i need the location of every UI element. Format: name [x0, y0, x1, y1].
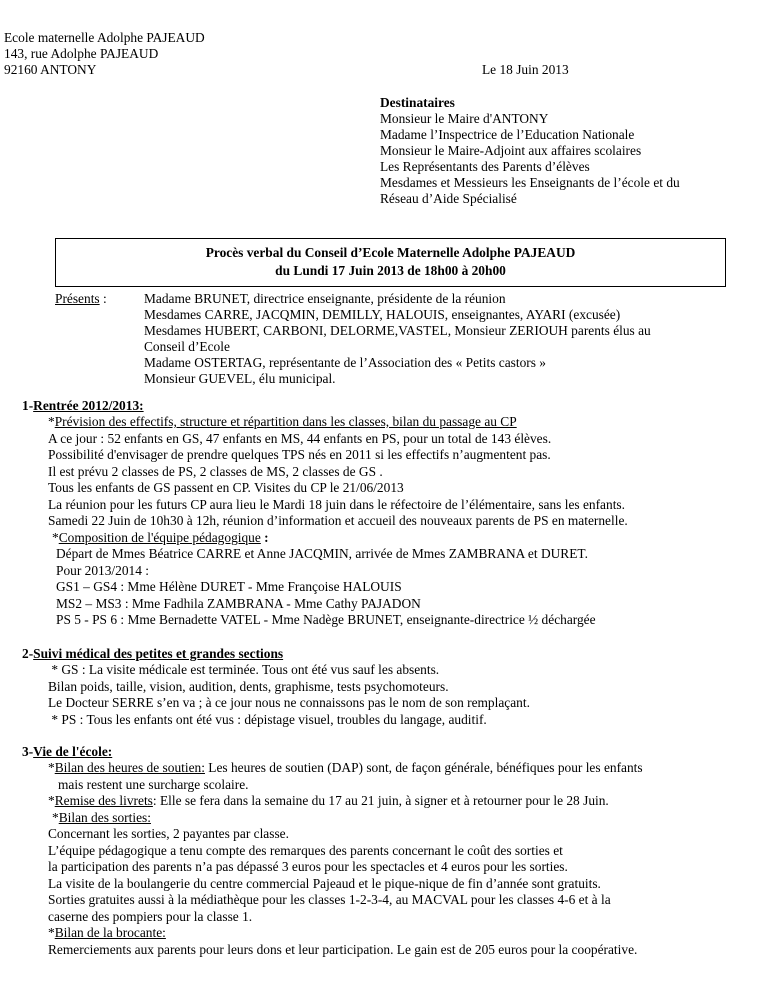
recipient-line: Madame l’Inspectrice de l’Education Nationale — [380, 127, 635, 142]
attendees-label: Présents : — [55, 291, 107, 306]
section-2-line: Bilan poids, taille, vision, audition, dents, graphisme, tests psychomoteurs. — [48, 679, 449, 694]
section-2-line: * GS : La visite médicale est terminée. Tous ont été vus sauf les absents. — [48, 662, 440, 677]
recipient-line: Mesdames et Messieurs les Enseignants de l’école et du — [380, 175, 680, 190]
section-3-line: la participation des parents n’a pas dépassé 3 euros pour les spectacles et 4 euros pour les sorties. — [48, 859, 568, 874]
section-1-sub-1: *Prévision des effectifs, structure et répartition dans les classes, bilan du passage au CP — [48, 414, 517, 429]
attendee-line: Mesdames HUBERT, CARBONI, DELORME,VASTEL, Monsieur ZERIOUH parents élus au — [144, 323, 651, 338]
title-line-1: Procès verbal du Conseil d’Ecole Maternelle Adolphe PAJEAUD — [205, 245, 576, 260]
title-box — [55, 238, 726, 287]
recipient-line: Réseau d’Aide Spécialisé — [380, 191, 517, 206]
section-1-line: Possibilité d'envisager de prendre quelques TPS nés en 2011 si les effectifs n’augmentent pas. — [48, 447, 551, 462]
recipients-title: Destinataires — [380, 95, 455, 110]
section-3-line: Sorties gratuites aussi à la médiathèque pour les classes 1-2-3-4, au MACVAL pour les classes 4-6 et à la — [48, 892, 611, 907]
recipient-line: Monsieur le Maire-Adjoint aux affaires scolaires — [380, 143, 642, 158]
recipient-line: Monsieur le Maire d'ANTONY — [380, 111, 549, 126]
attendee-line: Madame OSTERTAG, représentante de l’Association des « Petits castors » — [144, 355, 546, 370]
section-1-line: La réunion pour les futurs CP aura lieu le Mardi 18 juin dans le réfectoire de l’élémentaire, sans les enfants. — [48, 497, 625, 512]
section-3-line: Concernant les sorties, 2 payantes par classe. — [48, 826, 289, 841]
attendee-line: Madame BRUNET, directrice enseignante, présidente de la réunion — [144, 291, 506, 306]
section-1-line: Tous les enfants de GS passent en CP. Visites du CP le 21/06/2013 — [48, 480, 404, 495]
section-3-line: mais restent une surcharge scolaire. — [58, 777, 249, 792]
school-name: Ecole maternelle Adolphe PAJEAUD — [4, 30, 205, 45]
section-1-team-line: Départ de Mmes Béatrice CARRE et Anne JACQMIN, arrivée de Mmes ZAMBRANA et DURET. — [56, 546, 588, 561]
section-2-line: * PS : Tous les enfants ont été vus : dépistage visuel, troubles du langage, auditif. — [48, 712, 487, 727]
section-3-heading: 3-Vie de l'école: — [22, 744, 113, 759]
section-3-line: L’équipe pédagogique a tenu compte des remarques des parents concernant le coût des sorties et — [48, 843, 563, 858]
section-1-team-line: Pour 2013/2014 : — [56, 563, 149, 578]
section-2-heading: 2-Suivi médical des petites et grandes sections — [22, 646, 284, 661]
section-3-item-reports: *Remise des livrets: Elle se fera dans la semaine du 17 au 21 juin, à signer et à retourner pour le 28 Juin. — [48, 793, 609, 808]
section-3-item-support: *Bilan des heures de soutien: Les heures de soutien (DAP) sont, de façon générale, bénéfiques pour les enfants — [48, 760, 643, 775]
section-1-team-line: PS 5 - PS 6 : Mme Bernadette VATEL - Mme Nadège BRUNET, enseignante-directrice ½ déchargée — [56, 612, 596, 627]
section-1-line: A ce jour : 52 enfants en GS, 47 enfants en MS, 44 enfants en PS, pour un total de 143 élèves. — [48, 431, 552, 446]
document-date: Le 18 Juin 2013 — [482, 62, 569, 77]
section-2-line: Le Docteur SERRE s’en va ; à ce jour nous ne connaissons pas le nom de son remplaçant. — [48, 695, 530, 710]
section-1-line: Il est prévu 2 classes de PS, 2 classes de MS, 2 classes de GS . — [48, 464, 383, 479]
attendee-line: Mesdames CARRE, JACQMIN, DEMILLY, HALOUIS, enseignantes, AYARI (excusée) — [144, 307, 621, 322]
attendee-line: Monsieur GUEVEL, élu municipal. — [144, 371, 336, 386]
school-street: 143, rue Adolphe PAJEAUD — [4, 46, 159, 61]
section-1-line: Samedi 22 Juin de 10h30 à 12h, réunion d’information et accueil des nouveaux parents de PS en maternelle. — [48, 513, 628, 528]
section-1-heading: 1-Rentrée 2012/2013: — [22, 398, 144, 413]
section-3-item-flea-market: *Bilan de la brocante: — [48, 925, 166, 940]
school-city: 92160 ANTONY — [4, 62, 97, 77]
title-line-2: du Lundi 17 Juin 2013 de 18h00 à 20h00 — [275, 263, 506, 278]
section-3-line: Remerciements aux parents pour leurs dons et leur participation. Le gain est de 205 euros pour la coopérative. — [48, 942, 638, 957]
section-1-team-line: MS2 – MS3 : Mme Fadhila ZAMBRANA - Mme Cathy PAJADON — [56, 596, 421, 611]
section-1-team-line: GS1 – GS4 : Mme Hélène DURET - Mme Françoise HALOUIS — [56, 579, 402, 594]
section-3-line: La visite de la boulangerie du centre commercial Pajeaud et le pique-nique de fin d’année sont gratuits. — [48, 876, 601, 891]
section-3-item-outings: *Bilan des sorties: — [52, 810, 151, 825]
attendee-line: Conseil d’Ecole — [144, 339, 230, 354]
section-3-line: caserne des pompiers pour la classe 1. — [48, 909, 253, 924]
section-1-sub-2: *Composition de l'équipe pédagogique : — [52, 530, 269, 545]
recipient-line: Les Représentants des Parents d’élèves — [380, 159, 590, 174]
